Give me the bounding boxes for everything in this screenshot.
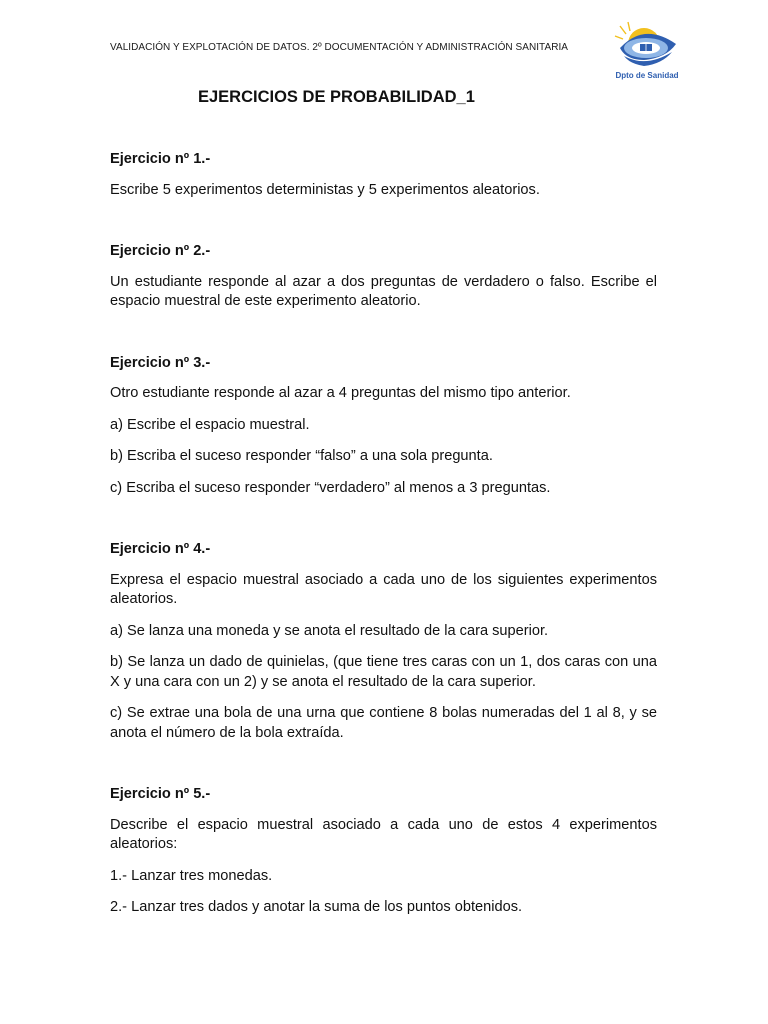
exercise-title: Ejercicio nº 1.- bbox=[110, 151, 211, 167]
logo-caption: Dpto de Sanidad bbox=[615, 71, 679, 80]
exercise-text: Expresa el espacio muestral asociado a cada uno de los siguientes experimentos aleatorios. bbox=[110, 571, 657, 607]
exercise-title: Ejercicio nº 2.- bbox=[110, 243, 211, 259]
exercise-title: Ejercicio nº 4.- bbox=[110, 541, 211, 557]
exercise-title: Ejercicio nº 5.- bbox=[110, 786, 211, 802]
exercise-item-a: a) Se lanza una moneda y se anota el resultado de la cara superior. bbox=[110, 622, 549, 639]
exercise-text: Otro estudiante responde al azar a 4 preguntas del mismo tipo anterior. bbox=[110, 385, 571, 401]
exercise-item-b: b) Se lanza un dado de quinielas, (que tiene tres caras con un 1, dos caras con una X y una cara con un 2) y se anota el resultado de la cara superior. bbox=[110, 654, 657, 690]
exercise-3 bbox=[110, 354, 657, 499]
exercise-item-1: 1.- Lanzar tres monedas. bbox=[110, 867, 273, 884]
exercise-1 bbox=[110, 150, 657, 200]
exercise-title: Ejercicio nº 3.- bbox=[110, 354, 211, 371]
page-header-text: VALIDACIÓN Y EXPLOTACIÓN DE DATOS. 2º DOCUMENTACIÓN Y ADMINISTRACIÓN SANITARIA bbox=[110, 42, 569, 53]
document-title: EJERCICIOS DE PROBABILIDAD_1 bbox=[198, 88, 475, 106]
exercise-text: Describe el espacio muestral asociado a cada uno de estos 4 experimentos aleatorios: bbox=[110, 816, 657, 852]
exercise-2 bbox=[110, 242, 657, 312]
exercise-text: Un estudiante responde al azar a dos preguntas de verdadero o falso. Escribe el espacio muestral de este experimento aleatorio. bbox=[110, 273, 657, 309]
exercise-item-2: 2.- Lanzar tres dados y anotar la suma de los puntos obtenidos. bbox=[110, 899, 523, 915]
exercise-item-b: b) Escriba el suceso responder “falso” a una sola pregunta. bbox=[110, 448, 493, 464]
exercise-item-c: c) Escriba el suceso responder “verdadero” al menos a 3 preguntas. bbox=[110, 479, 551, 496]
exercise-item-a: a) Escribe el espacio muestral. bbox=[110, 416, 310, 433]
exercise-list bbox=[110, 150, 657, 942]
exercise-5 bbox=[110, 785, 657, 918]
exercise-text: Escribe 5 experimentos deterministas y 5 experimentos aleatorios. bbox=[110, 181, 540, 198]
exercise-4 bbox=[110, 540, 657, 743]
exercise-item-c: c) Se extrae una bola de una urna que contiene 8 bolas numeradas del 1 al 8, y se anota el número de la bola extraída. bbox=[110, 705, 657, 741]
